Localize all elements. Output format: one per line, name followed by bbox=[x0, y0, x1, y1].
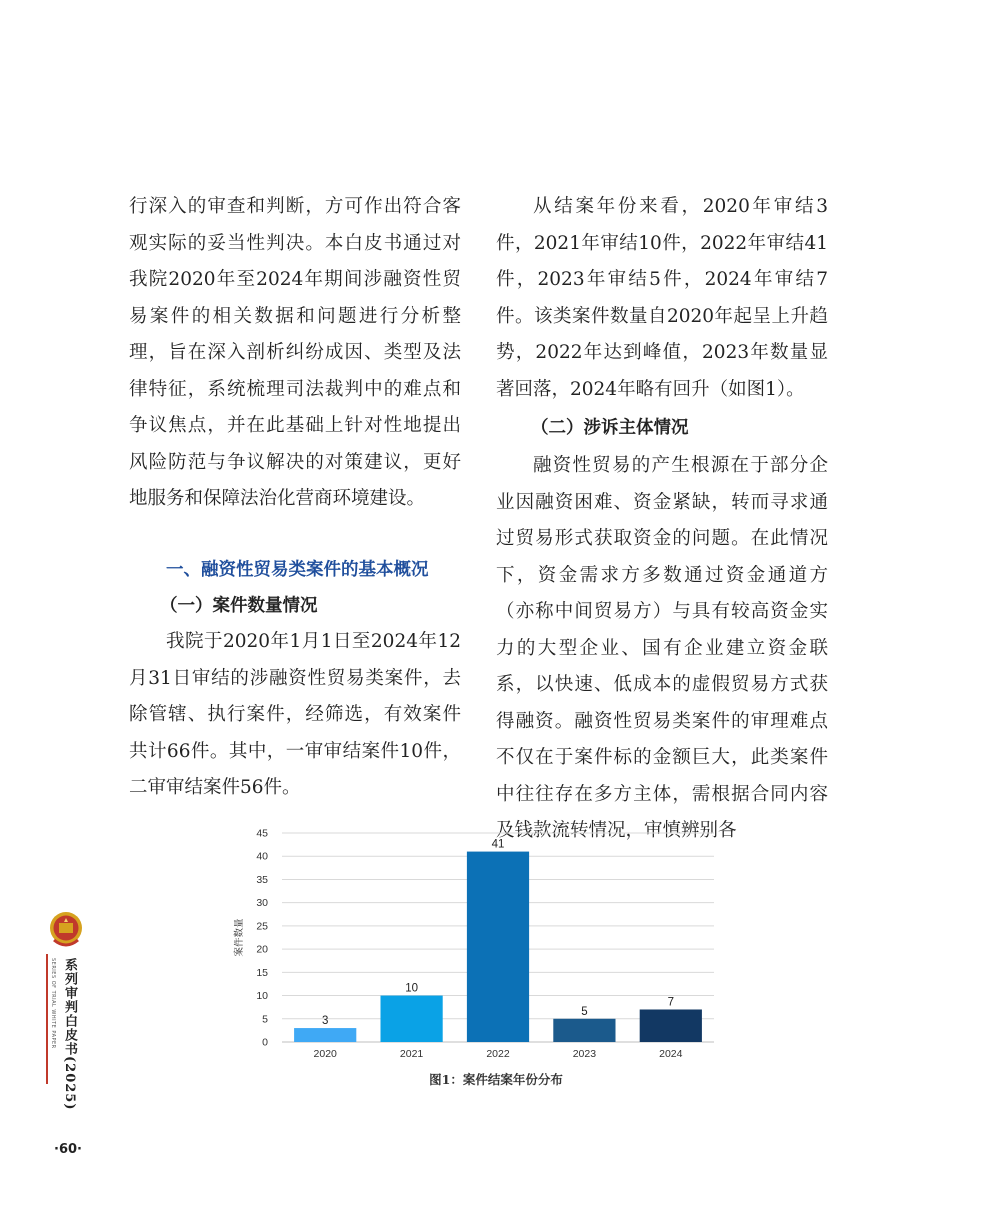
case-year-bar-chart bbox=[220, 825, 720, 1065]
figure-caption: 图1：案件结案年份分布 bbox=[429, 1072, 563, 1087]
y-tick-label: 45 bbox=[256, 827, 268, 840]
x-tick-label: 2022 bbox=[486, 1048, 510, 1060]
right-column bbox=[496, 189, 828, 850]
sidebar-divider bbox=[46, 954, 48, 1084]
subsection-heading-2: （二）涉诉主体情况 bbox=[531, 418, 689, 438]
bar-2024 bbox=[640, 1009, 702, 1042]
data-label-2023: 5 bbox=[581, 1005, 588, 1018]
bar-2020 bbox=[294, 1028, 356, 1042]
bar-2022 bbox=[467, 852, 529, 1042]
y-tick-label: 35 bbox=[256, 873, 268, 886]
x-tick-label: 2023 bbox=[572, 1048, 597, 1060]
court-emblem-icon bbox=[48, 910, 84, 950]
y-tick-label: 20 bbox=[256, 943, 268, 956]
data-label-2021: 10 bbox=[405, 982, 418, 995]
data-label-2020: 3 bbox=[321, 1015, 329, 1028]
y-tick-label: 30 bbox=[256, 897, 268, 910]
left-column bbox=[129, 189, 461, 518]
section-heading-1: 一、融资性贸易类案件的基本概况 bbox=[166, 560, 429, 580]
y-axis-label: 案件数量 bbox=[234, 918, 245, 957]
y-tick-label: 40 bbox=[256, 850, 268, 863]
y-tick-label: 15 bbox=[256, 966, 268, 979]
right-paragraph-2: 融资性贸易的产生根源在于部分企业因融资困难、资金紧缺，转而寻求通过贸易形式获取资金的问题。在此情况下，资金需求方多数通过资金通道方（亦称中间贸易方）与具有较高资金实力的大型企业、国有企业建立资金联系，以快速、低成本的虚假贸易方式获得融资。融资性贸易类案件的审理难点不仅在于案件标的金额巨大，此类案件中往往存在多方主体，需根据合同内容及钱款流转情况，审慎辨别各 bbox=[496, 455, 828, 841]
x-tick-label: 2024 bbox=[659, 1048, 683, 1060]
y-tick-label: 5 bbox=[262, 1013, 268, 1026]
left-column-lower bbox=[129, 624, 461, 807]
subsection-heading-1: （一）案件数量情况 bbox=[160, 596, 318, 616]
bar-chart-svg bbox=[220, 825, 720, 1065]
y-tick-label: 10 bbox=[256, 990, 268, 1003]
right-paragraph-1: 从结案年份来看，2020年审结3件，2021年审结10件，2022年审结41件，2023年审结5件，2024年审结7件。该类案件数量自2020年起呈上升趋势，2022年达到峰值，2023年数量显著回落，2024年略有回升（如图1）。 bbox=[496, 196, 828, 400]
left-paragraph-1: 行深入的审查和判断，方可作出符合客观实际的妥当性判决。本白皮书通过对我院2020年至2024年期间涉融资性贸易案件的相关数据和问题进行分析整理，旨在深入剖析纠纷成因、类型及法律特征，系统梳理司法裁判中的难点和争议焦点，并在此基础上针对性地提出风险防范与争议解决的对策建议，更好地服务和保障法治化营商环境建设。 bbox=[129, 196, 461, 509]
x-tick-label: 2020 bbox=[313, 1048, 337, 1060]
y-tick-label: 0 bbox=[262, 1036, 268, 1049]
sidebar-title: 系列审判白皮书(2025) bbox=[62, 958, 77, 1111]
bar-2023 bbox=[553, 1019, 615, 1042]
sidebar-subtitle: SERIES OF TRIAL WHITE PAPER bbox=[50, 958, 56, 1049]
data-label-2022: 41 bbox=[491, 838, 505, 851]
page-number: ·60· bbox=[54, 1142, 82, 1157]
bar-2021 bbox=[380, 996, 442, 1042]
x-tick-label: 2021 bbox=[399, 1048, 424, 1060]
data-label-2024: 7 bbox=[667, 996, 675, 1009]
left-paragraph-2: 我院于2020年1月1日至2024年12月31日审结的涉融资性贸易类案件，去除管辖、执行案件，经筛选，有效案件共计66件。其中，一审审结案件10件，二审审结案件56件。 bbox=[129, 631, 461, 798]
y-tick-label: 25 bbox=[256, 920, 268, 933]
